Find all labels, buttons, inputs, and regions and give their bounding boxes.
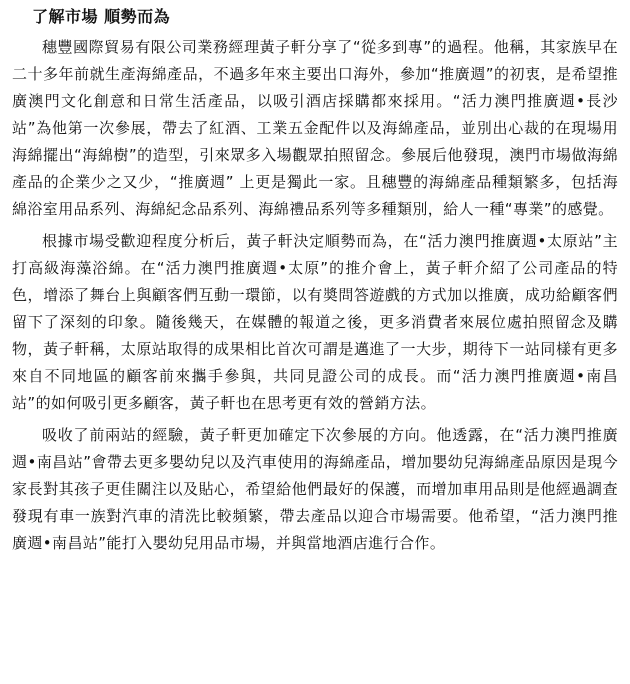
article-title: 了解市場 順勢而為 (32, 7, 171, 26)
article-paragraph-2: 根據市場受歡迎程度分析后，黃子軒決定順勢而為，在“活力澳門推廣週•太原站”主打高級海藻浴綿。在“活力澳門推廣週•太原”的推介會上，黃子軒介紹了公司產品的特色，增添了舞台上與顧客們互動一環節，以有奬問答遊戲的方式加以推廣，成功給顧客們留下了深刻的印象。隨後幾天，在媒體的報道之後，更多消費者來展位處拍照留念及購物，黃子軒稱，太原站取得的成果相比首次可謂是邁進了一大步，期待下一站同樣有更多來自不同地區的顧客前來攜手參與，共同見證公司的成長。而“活力澳門推廣週•南昌站”的如何吸引更多顧客，黃子軒也在思考更有效的營銷方法。 (12, 232, 618, 412)
article-paragraph-1: 穗豐國際貿易有限公司業務經理黃子軒分享了“從多到專”的過程。他稱，其家族早在二十多年前就生產海綿產品，不過多年來主要出口海外，參加“推廣週”的初衷，是希望推廣澳門文化創意和日常生活產品，以吸引酒店採購都來採用。“活力澳門推廣週•長沙站”為他第一次參展，帶去了紅酒、工業五金配件以及海綿產品，並別出心裁的在現場用海綿擺出“海綿樹”的造型，引來眾多入場觀眾拍照留念。參展后他發現，澳門市場做海綿產品的企業少之又少，“推廣週” 上更是獨此一家。且穗豐的海綿產品種類繁多，包括海綿浴室用品系列、海綿紀念品系列、海綿禮品系列等多種類別，給人一種“專業”的感覺。 (12, 38, 618, 218)
article-paragraph-3: 吸收了前兩站的經驗，黃子軒更加確定下次參展的方向。他透露，在“活力澳門推廣週•南昌站”會帶去更多嬰幼兒以及汽車使用的海綿產品，增加嬰幼兒海綿產品原因是現今家長對其孩子更佳關注以及貼心，希望給他們最好的保護，而增加車用品則是他經過調查發現有車一族對汽車的清洗比較頻繁，帶去產品以迎合市場需要。他希望，“活力澳門推廣週•南昌站”能打入嬰幼兒用品市場，并與當地酒店進行合作。 (12, 426, 618, 552)
